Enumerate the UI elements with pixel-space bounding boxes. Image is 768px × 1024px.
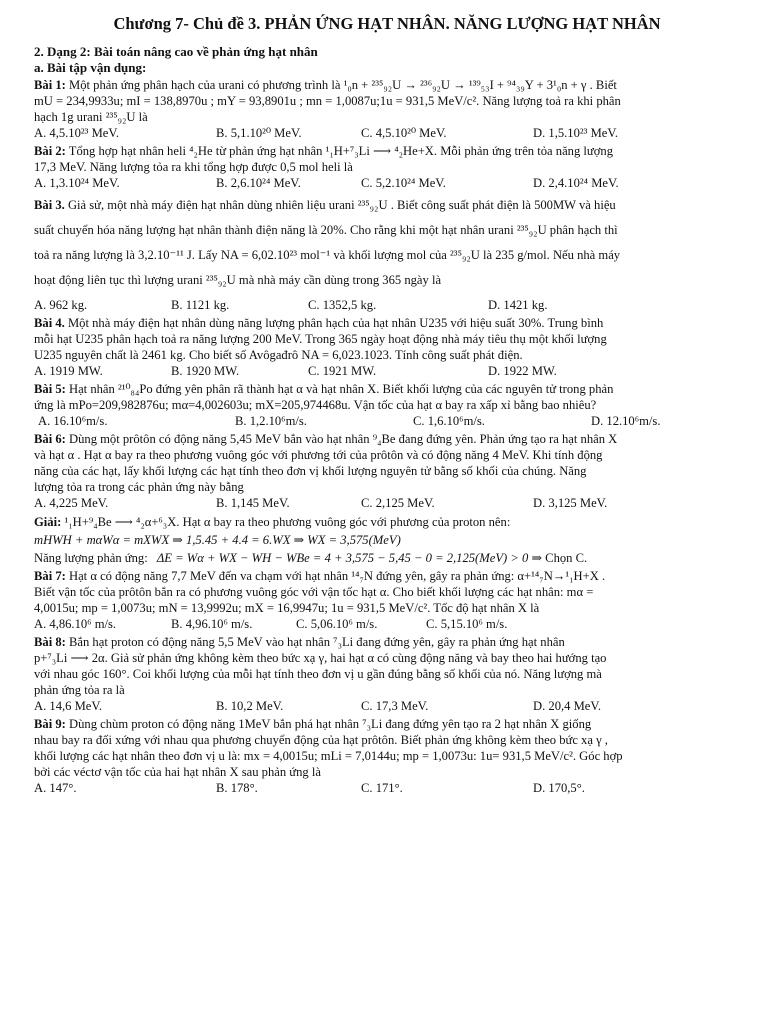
problem-text: và hạt α . Hạt α bay ra theo phương vuông góc với phương tới của prôtôn và có động năng 4 MeV. Khi tính động [34, 448, 603, 462]
option-b[interactable]: B. 10,2 MeV. [216, 699, 284, 713]
solution-block [34, 513, 740, 567]
problem-text: Tổng hợp hạt nhân heli ⁴₂He từ phản ứng hạt nhân ¹₁H+⁷₃Li ⟶ ⁴₂He+X. Mỗi phản ứng trên tỏa năng lượng [68, 144, 613, 158]
problem-3 [34, 193, 740, 313]
problem-text: Một phản ứng phân hạch của urani có phương trình là ¹₀n + ²³⁵₉₂U → ²³⁶₉₂U → ¹³⁹₅₃I + ⁹⁴₃₉Y + 3¹₀n + γ . Biết [69, 78, 617, 92]
option-a[interactable]: A. 14,6 MeV. [34, 699, 102, 713]
answer-options [34, 616, 740, 632]
problem-5 [34, 381, 740, 429]
problem-text: Bắn hạt proton có động năng 5,5 MeV vào hạt nhân ⁷₃Li đang đứng yên, gây ra phản ứng hạt nhân [69, 635, 565, 649]
option-a[interactable]: A. 147°. [34, 781, 77, 795]
option-a[interactable]: A. 962 kg. [34, 298, 88, 312]
option-d[interactable]: D. 1421 kg. [488, 298, 548, 312]
problem-label: Bài 6: [34, 432, 66, 446]
option-d[interactable]: D. 12.10⁶m/s. [591, 414, 661, 428]
option-d[interactable]: D. 2,4.10²⁴ MeV. [533, 176, 619, 190]
answer-options [34, 698, 740, 714]
problem-label: Bài 5: [34, 382, 66, 396]
problem-text: khối lượng các hạt nhân theo đơn vị u là: mx = 4,0015u; mLi = 7,0144u; mp = 1,0073u: 1u= 931,5 MeV/c². Góc hợp [34, 749, 623, 763]
problem-1 [34, 77, 740, 141]
problem-2 [34, 143, 740, 191]
problem-label: Bài 4. [34, 316, 65, 330]
option-d[interactable]: D. 1,5.10²³ MeV. [533, 126, 618, 140]
option-a[interactable]: A. 16.10⁶m/s. [38, 414, 108, 428]
problem-text: bởi các véctơ vận tốc của hai hạt nhân X sau phản ứng là [34, 765, 321, 779]
problem-label: Bài 3. [34, 198, 65, 212]
problem-text: toả ra năng lượng là 3,2.10⁻¹¹ J. Lấy NA = 6,02.10²³ mol⁻¹ và khối lượng mol của ²³⁵₉₂U là 235 g/mol. Nếu nhà máy [34, 248, 621, 262]
option-c[interactable]: C. 5,2.10²⁴ MeV. [361, 176, 446, 190]
problem-text: mU = 234,9933u; mI = 138,8970u ; mY = 93,8901u ; mn = 1,0087u;1u = 931,5 MeV/c². Năng lượng toả ra khi phân [34, 94, 621, 108]
problem-text: Dùng một prôtôn có động năng 5,45 MeV bắn vào hạt nhân ⁹₄Be đang đứng yên. Phản ứng tạo ra hạt nhân X [69, 432, 618, 446]
solution-label: Giải: [34, 515, 62, 529]
problem-text: U235 nguyên chất là 2461 kg. Cho biết số Avôgađrô NA = 6,023.1023. Tính công suất phát điện. [34, 348, 523, 362]
answer-options [34, 495, 740, 511]
option-d[interactable]: C. 5,15.10⁶ m/s. [426, 617, 508, 631]
problem-text: lượng tỏa ra trong các phản ứng này bằng [34, 480, 244, 494]
answer-options [34, 175, 740, 191]
problem-text: Hạt nhân ²¹⁰₈₄Po đứng yên phân rã thành hạt α và hạt nhân X. Biết khối lượng của các nguyên tử trong phản [69, 382, 614, 396]
problem-label: Bài 7: [34, 569, 66, 583]
answer-options [34, 780, 740, 796]
problem-text: p+⁷₃Li ⟶ 2α. Giả sử phản ứng không kèm theo bức xạ γ, hai hạt α có cùng động năng và bay theo hai hướng tạo [34, 651, 607, 665]
problem-label: Bài 8: [34, 635, 66, 649]
option-a[interactable]: A. 1,3.10²⁴ MeV. [34, 176, 120, 190]
problem-text: mỗi hạt U235 phân hạch toả ra năng lượng 200 MeV. Trong 365 ngày hoạt động nhà máy tiêu thụ một khối lượng [34, 332, 607, 346]
option-c[interactable]: C. 1921 MW. [308, 364, 377, 378]
problem-text: hoạt động liên tục thì lượng urani ²³⁵₉₂U mà nhà máy cần dùng trong 365 ngày là [34, 273, 442, 287]
option-c[interactable]: C. 171°. [361, 781, 403, 795]
problem-label: Bài 2: [34, 144, 66, 158]
option-d[interactable]: D. 170,5°. [533, 781, 585, 795]
answer-options [34, 413, 740, 429]
option-a[interactable]: A. 1919 MW. [34, 364, 103, 378]
problem-text: suất chuyển hóa năng lượng hạt nhân thành điện năng là 20%. Cho rằng khi một hạt nhân urani ²³⁵₉₂U phân hạch thì [34, 223, 618, 237]
option-b[interactable]: B. 1121 kg. [171, 298, 230, 312]
solution-lead: Năng lượng phản ứng: [34, 551, 148, 565]
problem-label: Bài 1: [34, 78, 66, 92]
problem-text: 4,0015u; mp = 1,0073u; mN = 13,9992u; mX = 16,9947u; 1u = 931,5 MeV/c². Tốc độ hạt nhân X là [34, 601, 540, 615]
problem-text: phản ứng tỏa ra là [34, 683, 125, 697]
answer-options [34, 125, 740, 141]
section-heading: 2. Dạng 2: Bài toán nâng cao về phản ứng hạt nhân [34, 44, 318, 59]
option-b[interactable]: B. 2,6.10²⁴ MeV. [216, 176, 301, 190]
solution-answer: Chọn C. [545, 551, 588, 565]
problem-text: Hạt α có động năng 7,7 MeV đến va chạm với hạt nhân ¹⁴₇N đứng yên, gây ra phản ứng: α+¹⁴₇N→¹₁H+X . [69, 569, 606, 583]
chapter-title: Chương 7- Chủ đề 3. PHẢN ỨNG HẠT NHÂN. NĂNG LƯỢNG HẠT NHÂN [113, 14, 661, 33]
problem-text: Một nhà máy điện hạt nhân dùng năng lượng phân hạch của hạt nhân U235 với hiệu suất 30%. Trung bình [67, 316, 604, 330]
option-c[interactable]: C. 17,3 MeV. [361, 699, 429, 713]
problem-label: Bài 9: [34, 717, 66, 731]
problem-7 [34, 568, 740, 632]
problem-text: hạch 1g urani ²³⁵₉₂U là [34, 110, 148, 124]
problem-text: ứng là mPo=209,982876u; mα=4,002603u; mX=205,974468u. Vận tốc của hạt α bay ra xấp xỉ bằng bao nhiêu? [34, 398, 597, 412]
problem-text: Biết vận tốc của prôtôn bắn ra có phương vuông góc với vận tốc hạt α. Cho biết khối lượng các hạt nhân: mα = [34, 585, 594, 599]
subsection-heading: a. Bài tập vận dụng: [34, 60, 147, 75]
option-c[interactable]: C. 2,125 MeV. [361, 496, 435, 510]
option-b[interactable]: B. 1,2.10⁶m/s. [235, 414, 307, 428]
problem-text: với nhau góc 160°. Coi khối lượng của mỗi hạt tính theo đơn vị u gần đúng bằng số khối của nó. Năng lượng mà [34, 667, 602, 681]
option-d[interactable]: D. 20,4 MeV. [533, 699, 601, 713]
problem-text: năng của các hạt, lấy khối lượng các hạt tính theo đơn vị khối lượng nguyên tử bằng số khối của chúng. Năng [34, 464, 587, 478]
option-b[interactable]: B. 5,1.10²⁰ MeV. [216, 126, 302, 140]
answer-options [34, 297, 740, 313]
option-c[interactable]: C. 5,06.10⁶ m/s. [296, 617, 378, 631]
option-a[interactable]: A. 4,225 MeV. [34, 496, 109, 510]
option-d[interactable]: D. 1922 MW. [488, 364, 557, 378]
problem-6 [34, 431, 740, 511]
problem-8 [34, 634, 740, 714]
option-c[interactable]: C. 1352,5 kg. [308, 298, 377, 312]
option-b[interactable]: B. 1,145 MeV. [216, 496, 290, 510]
option-a[interactable]: A. 4,86.10⁶ m/s. [34, 617, 117, 631]
option-d[interactable]: D. 3,125 MeV. [533, 496, 608, 510]
problem-9 [34, 716, 740, 796]
problem-text: Dùng chùm proton có động năng 1MeV bắn phá hạt nhân ⁷₃Li đang đứng yên tạo ra 2 hạt nhân X giống [69, 717, 592, 731]
option-b[interactable]: B. 4,96.10⁶ m/s. [171, 617, 253, 631]
option-a[interactable]: A. 4,5.10²³ MeV. [34, 126, 119, 140]
solution-line: ¹₁H+⁹₄Be ⟶ ⁴₂α+⁶₃X. Hạt α bay ra theo phương vuông góc với phương của proton nên: [64, 515, 511, 529]
solution-formula: ΔE = Wα + WX − WH − WBe = 4 + 3,575 − 5,45 − 0 = 2,125(MeV) > 0 ⇒ [156, 551, 543, 565]
solution-formula: mHWH + mαWα = mXWX ⇒ 1,5.45 + 4.4 = 6.WX ⇒ WX = 3,575(MeV) [34, 533, 401, 547]
problem-text: nhau bay ra đối xứng với nhau qua phương chuyển động của hạt prôtôn. Biết phản ứng không kèm theo bức xạ γ , [34, 733, 608, 747]
option-c[interactable]: C. 4,5.10²⁰ MeV. [361, 126, 447, 140]
problem-text: Giả sử, một nhà máy điện hạt nhân dùng nhiên liệu urani ²³⁵₉₂U . Biết công suất phát điện là 500MW và hiệu [67, 198, 616, 212]
answer-options [34, 363, 740, 379]
option-b[interactable]: B. 1920 MW. [171, 364, 240, 378]
option-c[interactable]: C. 1,6.10⁶m/s. [413, 414, 485, 428]
problem-text: 17,3 MeV. Năng lượng tỏa ra khi tổng hợp được 0,5 mol heli là [34, 160, 353, 174]
problem-4 [34, 315, 740, 379]
option-b[interactable]: B. 178°. [216, 781, 258, 795]
